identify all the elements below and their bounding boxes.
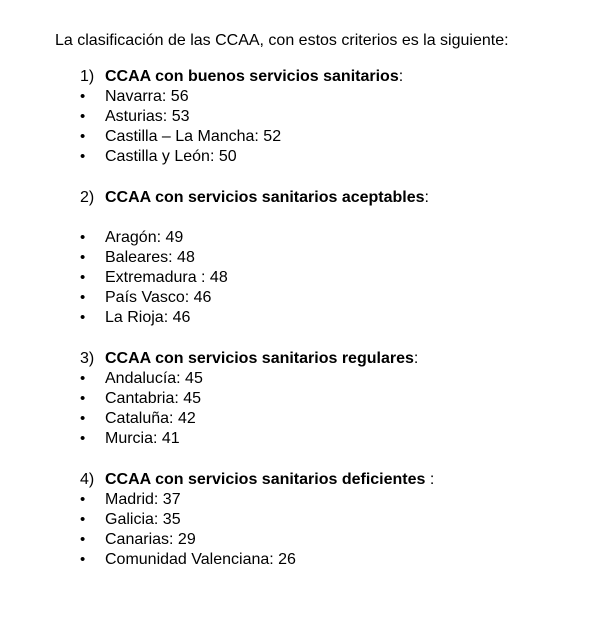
section-title: CCAA con servicios sanitarios aceptables	[105, 189, 425, 206]
region-list	[0, 228, 605, 328]
list-item-text: Andalucía: 45	[105, 370, 203, 387]
section-suffix: :	[398, 68, 404, 85]
bullet-icon: •	[80, 390, 86, 407]
list-item	[0, 530, 605, 550]
bullet-icon: •	[80, 370, 86, 387]
bullet-icon: •	[80, 430, 86, 447]
bullet-icon: •	[80, 491, 86, 508]
list-item	[0, 147, 605, 167]
intro-text: La clasificación de las CCAA, con estos criterios es la siguiente:	[55, 32, 509, 49]
section-heading	[0, 188, 605, 208]
region-list	[0, 369, 605, 449]
section-buenos	[0, 67, 605, 167]
list-item	[0, 268, 605, 288]
section-suffix: :	[424, 189, 429, 206]
bullet-icon: •	[80, 88, 86, 105]
list-item	[0, 308, 605, 328]
bullet-icon: •	[80, 269, 86, 286]
section-number: 1)	[80, 68, 95, 85]
bullet-icon: •	[80, 511, 86, 528]
section-title: CCAA con servicios sanitarios deficientes	[105, 471, 426, 488]
bullet-icon: •	[80, 551, 86, 568]
bullet-icon: •	[80, 148, 86, 165]
list-item-text: País Vasco: 46	[105, 289, 212, 306]
section-deficientes	[0, 470, 605, 570]
section-aceptables	[0, 188, 605, 328]
list-item	[0, 228, 605, 248]
bullet-icon: •	[80, 410, 86, 427]
list-item	[0, 248, 605, 268]
list-item-text: Comunidad Valenciana: 26	[105, 551, 296, 568]
bullet-icon: •	[80, 289, 86, 306]
list-item-text: La Rioja: 46	[105, 309, 191, 326]
list-item-text: Baleares: 48	[105, 249, 195, 266]
section-heading	[0, 349, 605, 369]
section-title: CCAA con buenos servicios sanitarios	[105, 68, 399, 85]
section-title-wrap	[105, 470, 434, 490]
list-item	[0, 127, 605, 147]
section-heading	[0, 67, 605, 87]
list-item	[0, 369, 605, 389]
bullet-icon: •	[80, 309, 86, 326]
region-list	[0, 87, 605, 167]
list-item-text: Madrid: 37	[105, 491, 181, 508]
list-item	[0, 389, 605, 409]
section-title: CCAA con servicios sanitarios regulares	[105, 350, 414, 367]
section-number: 2)	[80, 189, 95, 206]
section-title-wrap	[105, 188, 429, 208]
list-item	[0, 107, 605, 127]
list-item	[0, 429, 605, 449]
list-item-text: Canarias: 29	[105, 531, 196, 548]
list-item-text: Aragón: 49	[105, 229, 184, 246]
bullet-icon: •	[80, 249, 86, 266]
region-list	[0, 490, 605, 570]
list-item-text: Galicia: 35	[105, 511, 181, 528]
list-item	[0, 490, 605, 510]
list-item-text: Asturias: 53	[105, 108, 190, 125]
list-item	[0, 550, 605, 570]
bullet-icon: •	[80, 531, 86, 548]
list-item-text: Cataluña: 42	[105, 410, 196, 427]
bullet-icon: •	[80, 108, 86, 125]
list-item-text: Extremadura : 48	[105, 269, 228, 286]
list-item	[0, 87, 605, 107]
list-item	[0, 288, 605, 308]
section-regulares	[0, 349, 605, 449]
list-item-text: Murcia: 41	[105, 430, 180, 447]
section-number: 3)	[80, 350, 95, 367]
section-suffix: :	[425, 471, 435, 488]
section-title-wrap	[105, 349, 418, 369]
list-item-text: Cantabria: 45	[105, 390, 202, 407]
list-item	[0, 510, 605, 530]
bullet-icon: •	[80, 128, 86, 145]
section-heading	[0, 470, 605, 490]
section-number: 4)	[80, 471, 95, 488]
list-item-text: Castilla – La Mancha: 52	[105, 128, 282, 145]
bullet-icon: •	[80, 229, 86, 246]
section-suffix: :	[413, 350, 419, 367]
section-title-wrap	[105, 67, 403, 87]
list-item-text: Castilla y León: 50	[105, 148, 237, 165]
list-item	[0, 409, 605, 429]
list-item-text: Navarra: 56	[105, 88, 189, 105]
